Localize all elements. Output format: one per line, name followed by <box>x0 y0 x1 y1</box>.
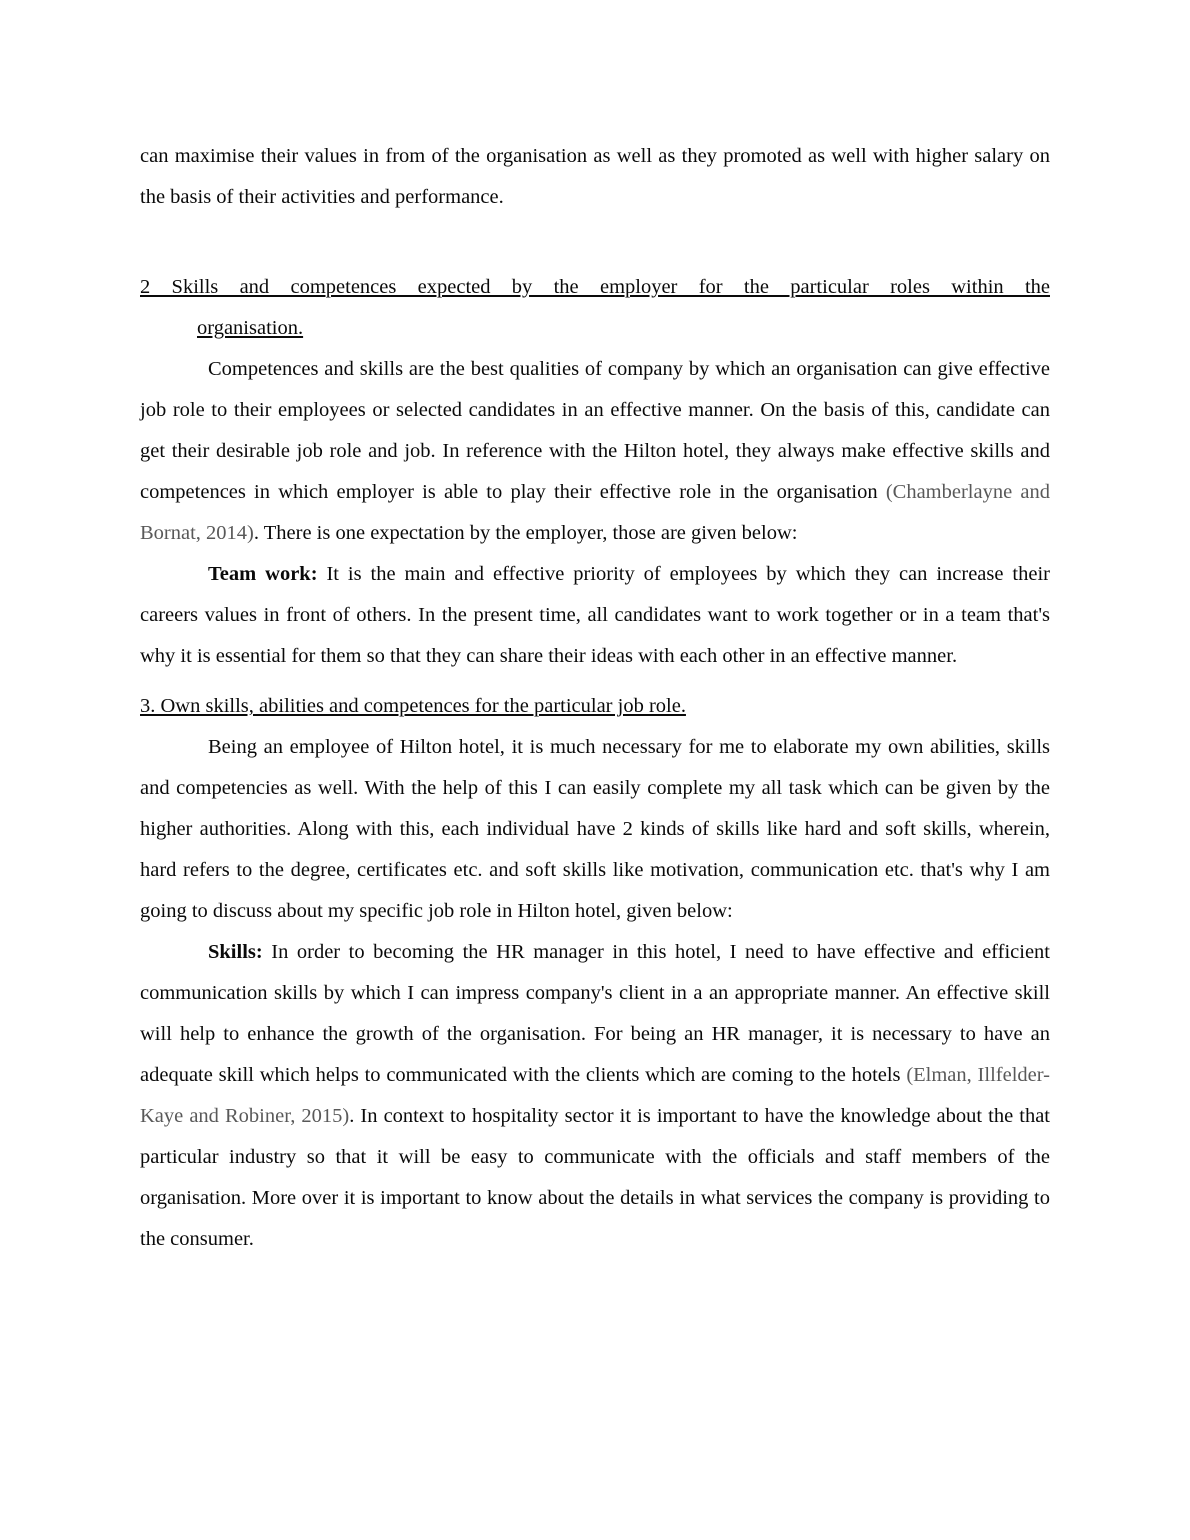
document-content <box>140 136 1050 1260</box>
heading-line <box>140 267 1050 308</box>
paragraph <box>140 136 1050 218</box>
heading-text: 2 Skills and competences expected by the employer for the particular roles within the <box>140 276 1050 298</box>
paragraph <box>140 727 1050 932</box>
text-run: In order to becoming the HR manager in this hotel, I need to have effective and efficient communication skills by which I can impress company's client in a an appropriate manner. An effective skill will help to enhance the growth of the organisation. For being an HR manager, it is necessary to have an adequate skill which helps to communicated with the clients which are coming to the hotels <box>140 941 1050 1086</box>
heading-line <box>140 308 1050 349</box>
text-run: . In context to hospitality sector it is important to have the knowledge about the that particular industry so that it will be easy to communicate with the officials and staff members of the organisation. More over it is important to know about the details in what services the company is providing to the consumer. <box>140 1105 1050 1250</box>
section-heading <box>140 686 1050 727</box>
heading-line <box>140 686 1050 727</box>
bold-lead: Team work: <box>208 563 327 585</box>
paragraph <box>140 554 1050 677</box>
text-run: . There is one expectation by the employer, those are given below: <box>253 522 798 544</box>
section-heading <box>140 267 1050 349</box>
paragraph <box>140 349 1050 554</box>
citation: (Chamberlayne and Bornat, 2014) <box>140 481 1050 544</box>
text-run: can maximise their values in from of the organisation as well as they promoted as well with higher salary on the basis of their activities and performance. <box>140 145 1050 208</box>
citation: (Elman, Illfelder-Kaye and Robiner, 2015) <box>140 1064 1050 1127</box>
text-run: It is the main and effective priority of employees by which they can increase their careers values in front of others. In the present time, all candidates want to work together or in a team that's why it is essential for them so that they can share their ideas with each other in an effective manner. <box>140 563 1050 667</box>
heading-text: 3. Own skills, abilities and competences for the particular job role. <box>140 695 686 717</box>
bold-lead: Skills: <box>208 941 272 963</box>
text-run: Competences and skills are the best qualities of company by which an organisation can give effective job role to their employees or selected candidates in an effective manner. On the basis of this, candidate can get their desirable job role and job. In reference with the Hilton hotel, they always make effective skills and competences in which employer is able to play their effective role in the organisation <box>140 358 1050 503</box>
paragraph <box>140 932 1050 1260</box>
heading-text: organisation. <box>197 317 304 339</box>
text-run: Being an employee of Hilton hotel, it is much necessary for me to elaborate my own abilities, skills and competencies as well. With the help of this I can easily complete my all task which can be given by the higher authorities. Along with this, each individual have 2 kinds of skills like hard and soft skills, wherein, hard refers to the degree, certificates etc. and soft skills like motivation, communication etc. that's why I am going to discuss about my specific job role in Hilton hotel, given below: <box>140 736 1050 922</box>
